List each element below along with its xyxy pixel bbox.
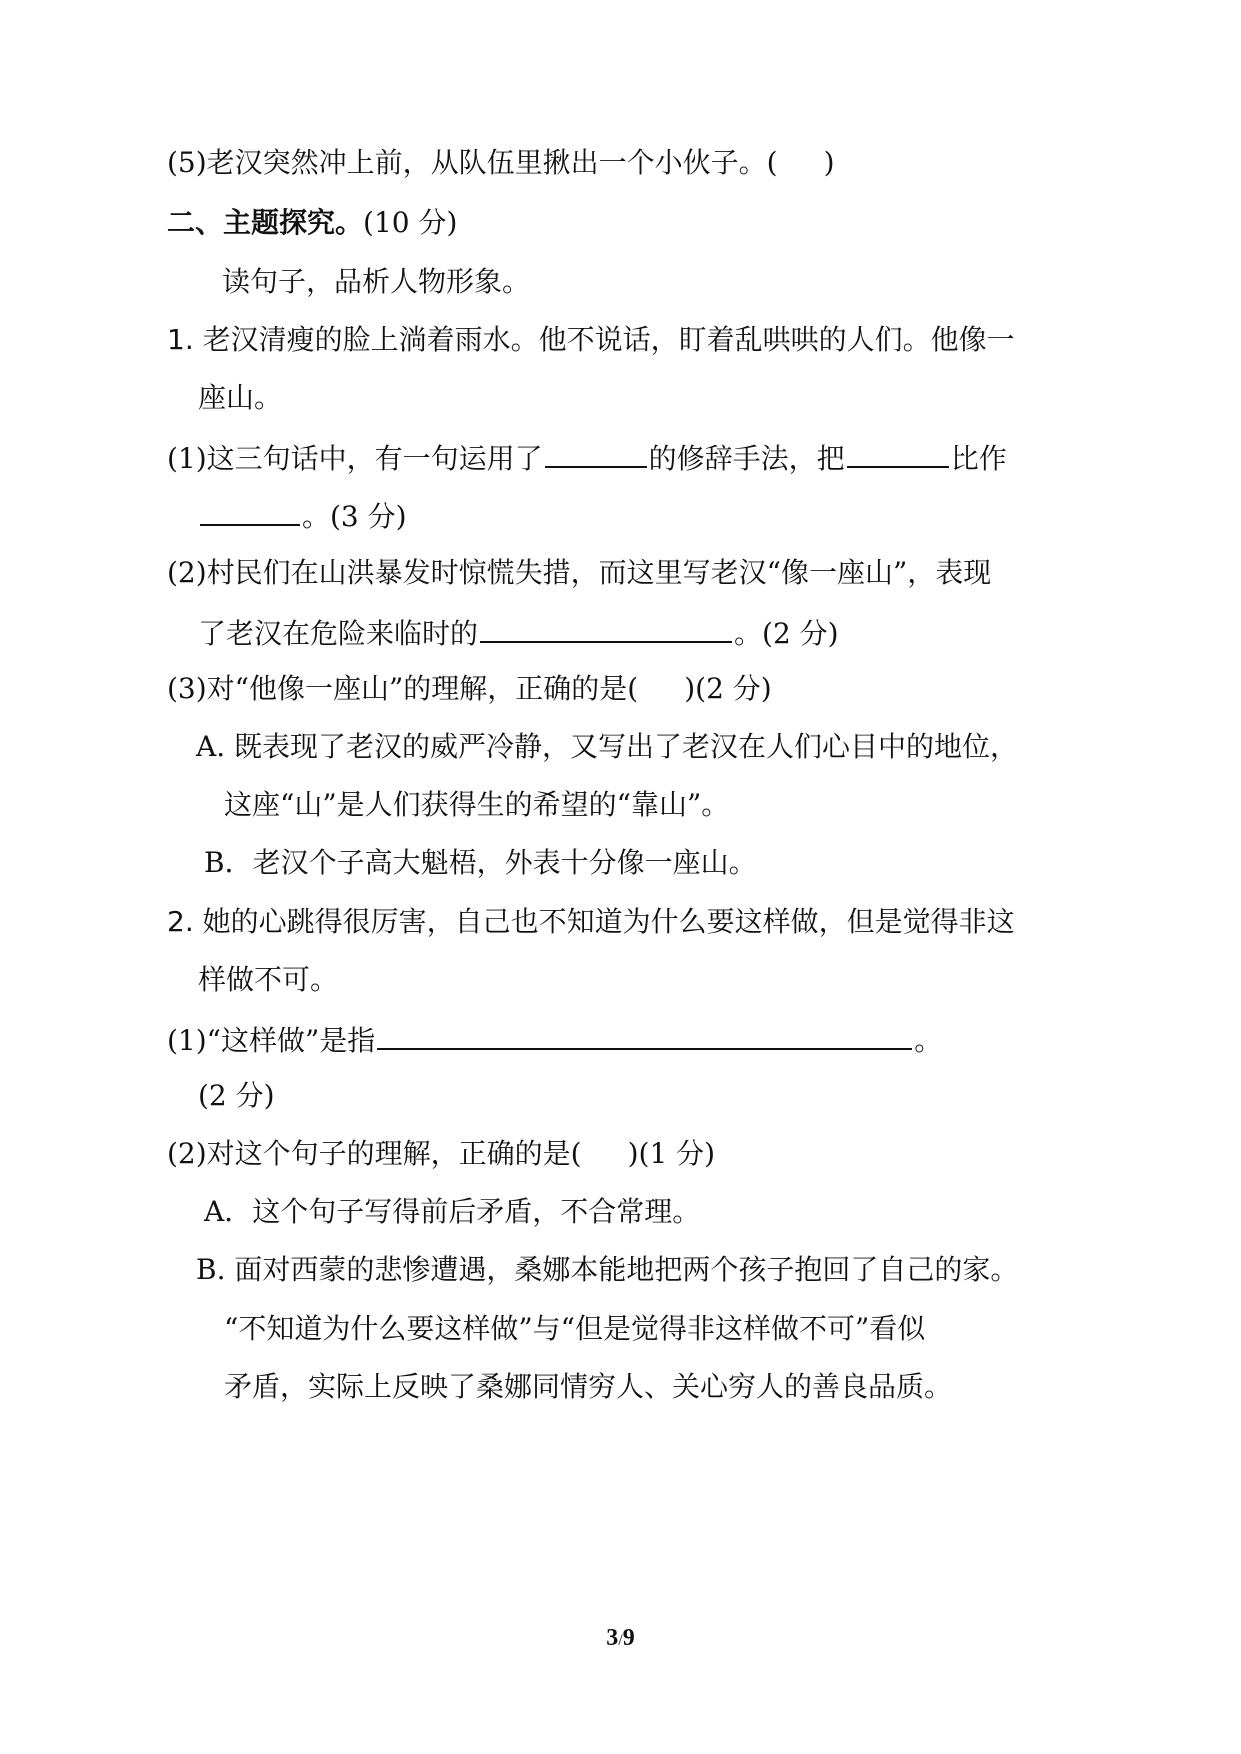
s2-option-b-line-2: “不知道为什么要这样做”与“但是觉得非这样做不可”看似 [224, 1312, 926, 1345]
answer-blank[interactable] [480, 611, 732, 643]
answer-blank[interactable] [377, 1018, 912, 1050]
section-2-heading: 二、主题探究。(10 分) [167, 206, 458, 239]
s2-option-b-line-1: B. 面对西蒙的悲惨遭遇，桑娜本能地把两个孩子抱回了自己的家。 [196, 1253, 1019, 1286]
s2-question-1: (1)“这样做”是指 。 [167, 1018, 942, 1061]
s2-question-2: (2)对这个句子的理解，正确的是( )(1 分) [167, 1137, 716, 1170]
s1-option-b: B．老汉个子高大魁梧，外表十分像一座山。 [204, 846, 757, 879]
section-intro: 读句子，品析人物形象。 [222, 265, 531, 298]
sentence-1-line-1: 1. 老汉清瘦的脸上淌着雨水。他不说话，盯着乱哄哄的人们。他像一 [167, 323, 1015, 356]
s1-option-a-line-1: A. 既表现了老汉的威严冷静，又写出了老汉在人们心目中的地位， [196, 730, 1019, 763]
answer-blank[interactable] [200, 494, 300, 526]
s1-question-2-line-1: (2)村民们在山洪暴发时惊慌失措，而这里写老汉“像一座山”，表现 [167, 556, 992, 589]
s1-question-3: (3)对“他像一座山”的理解，正确的是( )(2 分) [167, 672, 772, 705]
question-5: (5)老汉突然冲上前，从队伍里揪出一个小伙子。( ) [167, 146, 835, 179]
sentence-1-line-2: 座山。 [198, 381, 283, 414]
answer-blank[interactable] [847, 436, 949, 468]
s1-question-2-line-2: 了老汉在危险来临时的 。(2 分) [198, 611, 839, 654]
s1-question-1-cont: 。(3 分) [198, 494, 407, 537]
page-number: 3/9 [606, 1625, 635, 1651]
s2-option-b-line-3: 矛盾，实际上反映了桑娜同情穷人、关心穷人的善良品质。 [224, 1370, 953, 1403]
s1-question-1: (1)这三句话中，有一句运用了 的修辞手法，把 比作 [167, 436, 1007, 479]
s1-option-a-line-2: 这座“山”是人们获得生的希望的“靠山”。 [224, 788, 730, 821]
answer-blank[interactable] [545, 436, 647, 468]
s2-option-a: A．这个句子写得前后矛盾，不合常理。 [204, 1195, 701, 1228]
sentence-2-line-2: 样做不可。 [198, 963, 339, 996]
sentence-2-line-1: 2. 她的心跳得很厉害，自己也不知道为什么要这样做，但是觉得非这 [167, 905, 1015, 938]
s2-question-1-score: (2 分) [198, 1079, 275, 1112]
